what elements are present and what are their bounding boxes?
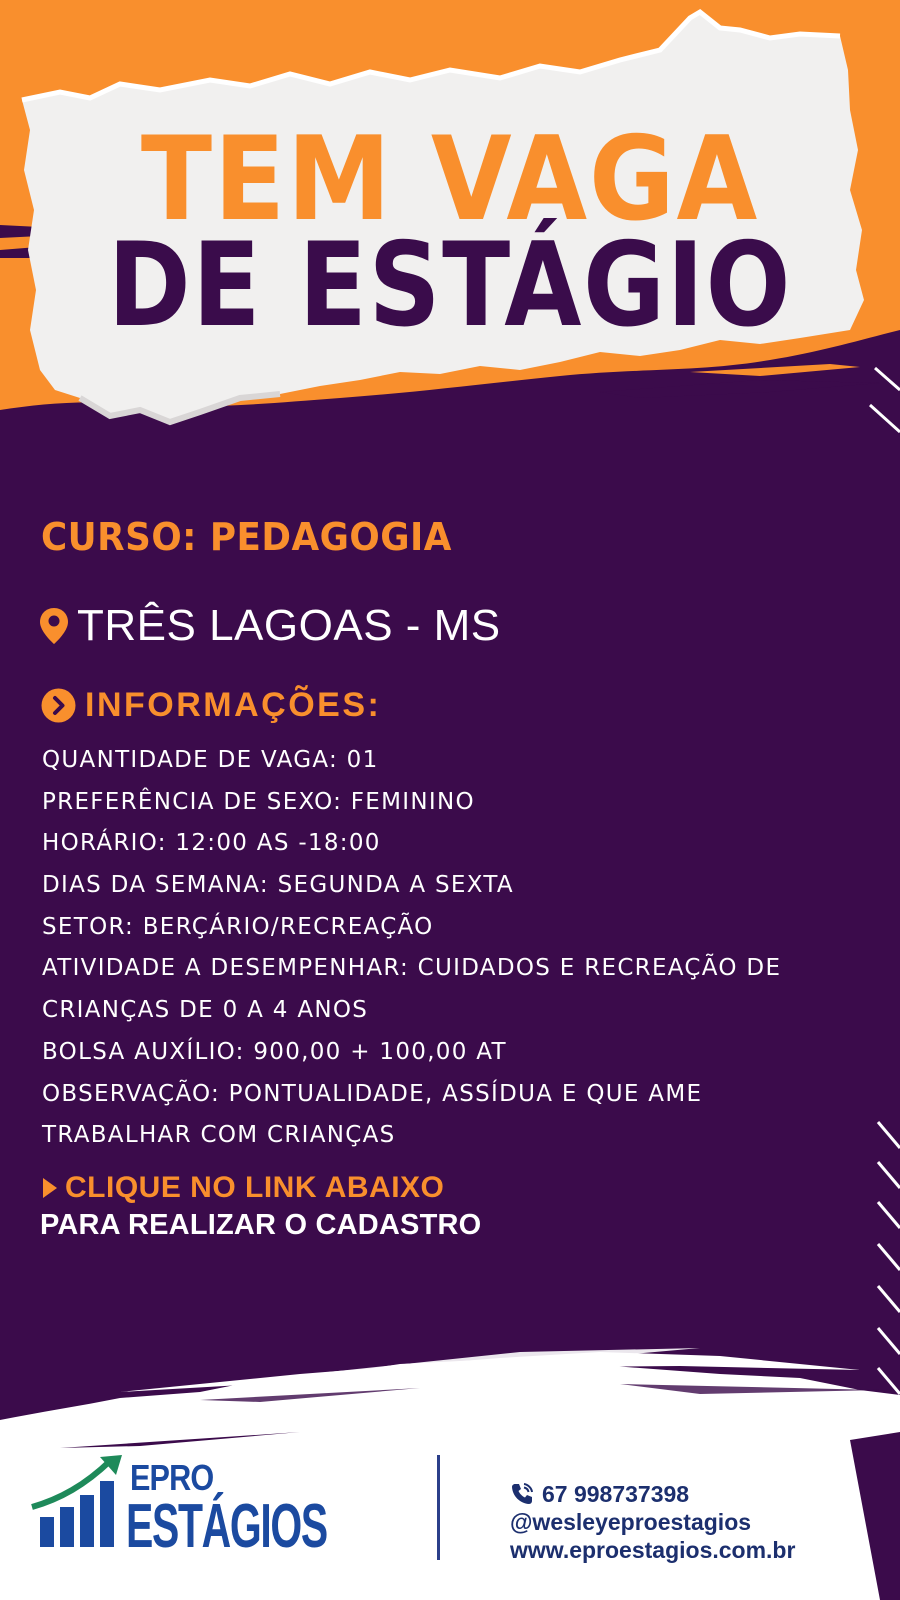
play-triangle-icon: [41, 1176, 59, 1200]
info-line-schedule: HORÁRIO: 12:00 AS -18:00: [42, 830, 381, 857]
contact-info: [510, 1480, 795, 1564]
info-line-activity-cont: CRIANÇAS DE 0 A 4 ANOS: [42, 997, 369, 1024]
logo-bottom-text: ESTÁGIOS: [126, 1492, 327, 1561]
info-title: INFORMAÇÕES:: [85, 686, 382, 724]
chevron-circle-icon: [41, 688, 76, 723]
info-line-days: DIAS DA SEMANA: SEGUNDA A SEXTA: [42, 872, 514, 899]
info-line-observation-cont: TRABALHAR COM CRIANÇAS: [42, 1122, 396, 1149]
phone-icon: [510, 1482, 534, 1506]
headline-line-2: DE ESTÁGIO: [107, 218, 793, 353]
cta: [41, 1171, 444, 1205]
info-line-quantity: QUANTIDADE DE VAGA: 01: [42, 747, 379, 773]
info-line-stipend: BOLSA AUXÍLIO: 900,00 + 100,00 AT: [42, 1038, 507, 1065]
cta-text: CLIQUE NO LINK ABAIXO: [65, 1171, 445, 1204]
epro-estagios-logo: [30, 1455, 340, 1561]
info-line-activity: ATIVIDADE A DESEMPENHAR: CUIDADOS E RECREAÇÃO DE: [42, 955, 782, 982]
info-list: [42, 740, 882, 1157]
headline-line-1: TEM VAGA: [140, 112, 760, 247]
course-title: CURSO: PEDAGOGIA: [41, 515, 452, 559]
info-line-sector: SETOR: BERÇÁRIO/RECREAÇÃO: [42, 913, 434, 940]
info-header: [41, 686, 381, 725]
info-line-gender: PREFERÊNCIA DE SEXO: FEMININO: [42, 788, 475, 815]
location-pin-icon: [39, 607, 69, 645]
location-text: TRÊS LAGOAS - MS: [77, 601, 501, 650]
phone-row: [510, 1480, 795, 1508]
cta-subtext: PARA REALIZAR O CADASTRO: [40, 1209, 482, 1241]
phone-number: 67 998737398: [542, 1481, 690, 1507]
social-handle: @wesleyeproestagios: [510, 1509, 752, 1535]
location: [39, 601, 501, 651]
website-url: www.eproestagios.com.br: [510, 1537, 796, 1563]
logo-top-text: EPRO: [130, 1457, 214, 1498]
footer-divider: [437, 1455, 440, 1560]
info-line-observation: OBSERVAÇÃO: PONTUALIDADE, ASSÍDUA E QUE AME: [42, 1080, 703, 1107]
